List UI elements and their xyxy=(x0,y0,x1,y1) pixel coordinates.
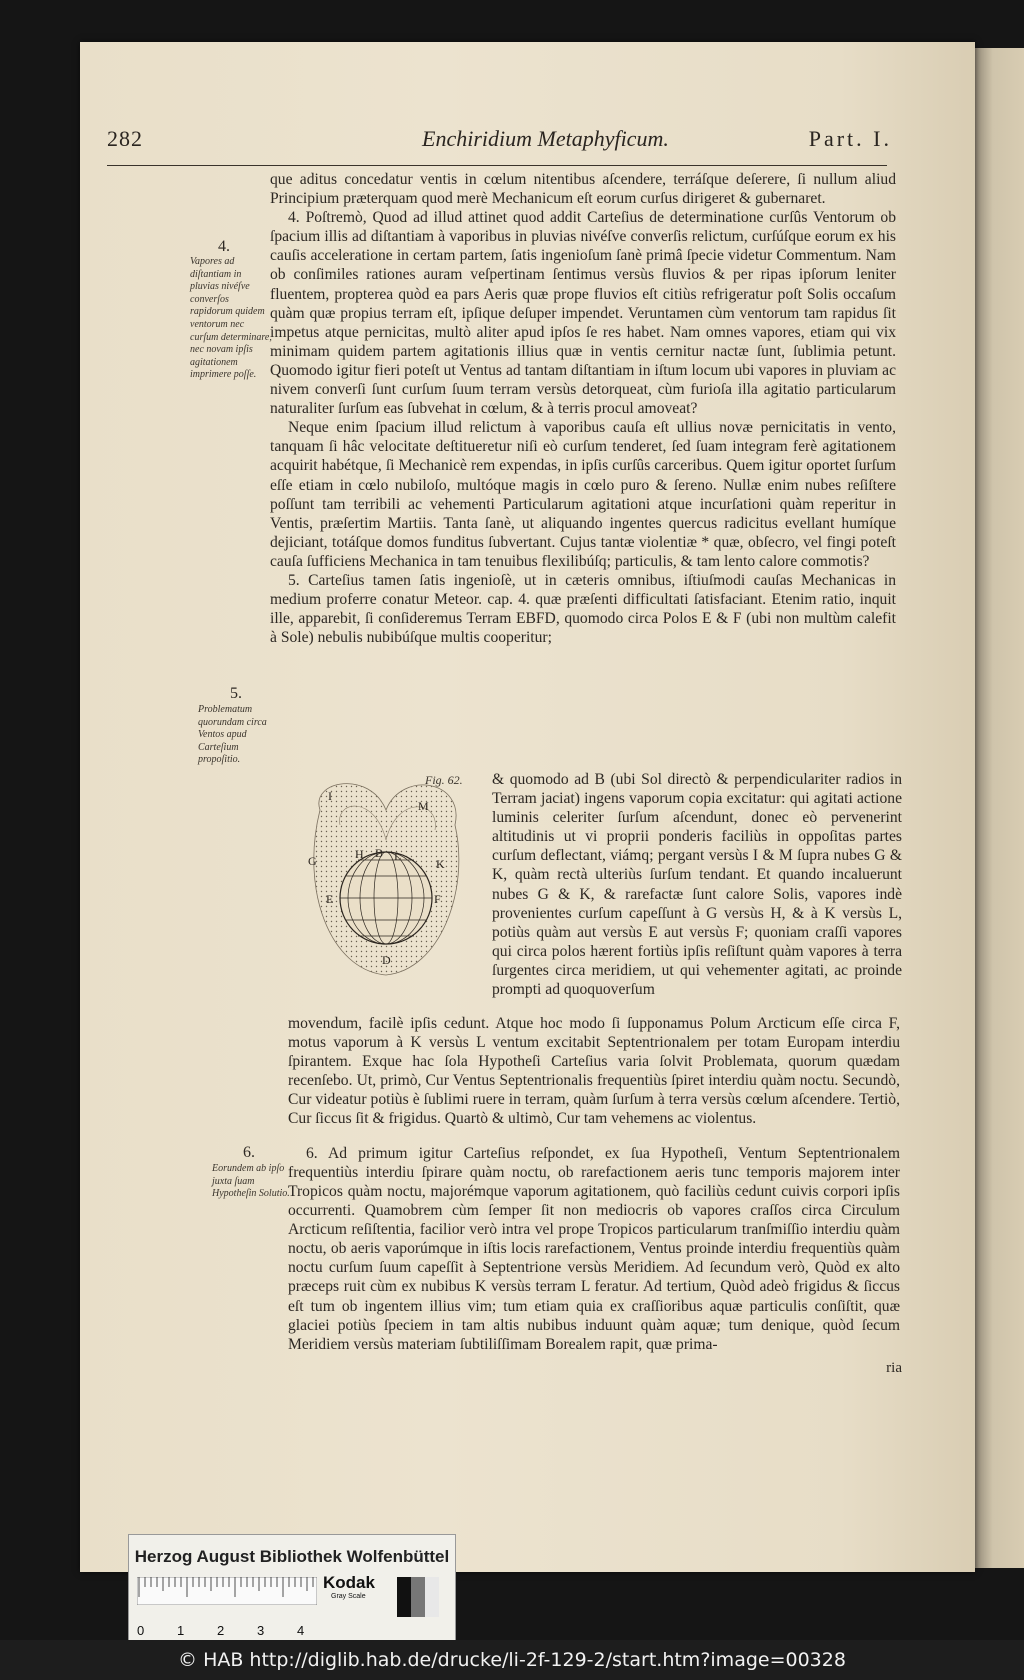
margin-number: 4. xyxy=(218,238,230,255)
paragraph: que aditus concedatur ventis in cœlum nitentibus aſcendere, terráſque deſerere, ſi nullum aliud Principium præterquam quod merè Mechanicum eſt eorum curſus dirigeret & gubernaret. xyxy=(270,171,896,208)
earth-vapour-figure xyxy=(300,770,472,980)
facing-page-edge xyxy=(972,48,1024,1568)
figure-letter: G xyxy=(308,854,317,868)
scale-number: 1 xyxy=(177,1623,185,1638)
swatch-white xyxy=(425,1577,439,1617)
catchword: ria xyxy=(886,1360,902,1376)
kodak-logo: Kodak xyxy=(323,1573,375,1592)
running-title: Enchiridium Metaphyficum. xyxy=(422,126,669,151)
margin-note: Problematum quorundam circa Ventos apud Carteſium propoſitio. xyxy=(198,704,267,766)
scale-number: 3 xyxy=(257,1623,265,1638)
figure-letter: I xyxy=(328,789,332,803)
part-label: Part. I. xyxy=(808,126,892,151)
paragraph: 5. Carteſius tamen ſatis ingenioſè, ut in cæteris omnibus, iſtiuſmodi cauſas Mechanicas in medium proferre conatur Meteor. cap. 4. quæ præſenti difficultati ſatisfaciant. Etenim ratio, inquit ille, apparebit, ſi conſideremus Terram EBFD, quomodo circa Polos E & F (ubi non multùm calefit à Sole) nebulis nubibúſque multis cooperitur; xyxy=(270,571,896,647)
scale-number: 2 xyxy=(217,1623,225,1638)
ruler-scale xyxy=(137,1577,317,1605)
figure-letter: F xyxy=(434,892,441,906)
figure-letter: B xyxy=(375,846,384,860)
scale-number: 0 xyxy=(137,1623,145,1638)
gray-scale-label: Gray Scale xyxy=(331,1593,366,1600)
figure-letter: E xyxy=(326,892,334,906)
library-name: Herzog August Bibliothek Wolfenbüttel xyxy=(134,1547,450,1566)
figure-letter: M xyxy=(418,799,429,813)
scale-number: 4 xyxy=(297,1623,305,1638)
swatch-black xyxy=(397,1577,411,1617)
header-rule xyxy=(107,165,887,166)
paragraph: Neque enim ſpacium illud relictum à vaporibus cauſa eſt ullius novæ pernicitatis in vento, tanquam ſi hâc velocitate deſtitueretur niſi eò curſum tenderet, ſed ſuam integram ferè agitationem acquirit habétque, ſi Mechanicè rem expendas, in ipſis curſûs carceribus. Quem igitur oportet ſurſum eſſe etiam in cœlo nubiloſo, multóque magis in cœlo puro & ſereno. Nullæ enim nubes reſiſtere poſſunt tam terribili ac vehementi Particularum agitationi atque incurſationi quàm reperitur in Ventis, præſertim Martiis. Tanta ſanè, ut aliquando ingentes quercus radicitus evellant humíque dejiciant, totáſque domos funditus ſubvertant. Cujus tantæ violentiæ * quæ, obſecro, vel fingi poteſt cauſa ſufficiens Mechanica in tam tenuibus flexilibúſq; particulis, & tam lento calore commotis? xyxy=(270,419,896,570)
figure-side-text: & quomodo ad B (ubi Sol directò & perpendiculariter radios in Terram jaciat) ingens vaporum copia excitatur: qui agitati actione luminis celeriter ſurſum aſcendunt, donec eò pervenerint altitudinis ut vi proprii ponderis faciliùs in oppoſitas partes curſum deflectant, viámq; pergant versùs I & M ſupra nubes G & K, quàm rectà ulteriùs ſurſum tendant. Et quando incaluerunt nubes G & K, & rarefactæ ſunt calore Solis, vapores indè provenientes curſum capeſſunt à G versùs H, & à K versùs L, potiùs quàm aut versùs E aut versùs F; quoniam craſſi vapores qui circa polos hærent fortiùs ipſis reſiſtunt quàm vapores à terra ſurgentes circa meridiem, ut qui vehementer agitati, ac proinde prompti ad quoquoverſum xyxy=(492,771,902,999)
margin-note: Vapores ad diſtantiam in pluvias nivéſve converſos rapidorum quidem ventorum nec curſum determinare, nec novam ipſis agitationem imprimere poſſe. xyxy=(190,256,272,381)
color-calibration-target xyxy=(128,1534,456,1640)
figure-letter: K xyxy=(436,857,445,871)
body-text-top xyxy=(270,170,896,647)
figure-letter: D xyxy=(382,953,391,967)
margin-note: Eorundem ab ipſo juxta ſuam Hypotheſin Solutio. xyxy=(212,1163,290,1200)
running-header xyxy=(107,118,892,154)
swatch-gray xyxy=(411,1577,425,1617)
copyright-footer: © HAB http://diglib.hab.de/drucke/li-2f-129-2/start.htm?image=00328 xyxy=(0,1640,1024,1680)
figure-letter: L xyxy=(394,849,402,863)
figure-label: Fig. 62. xyxy=(425,773,463,787)
figure-letter: H xyxy=(355,847,364,861)
body-text-lower xyxy=(288,998,900,1369)
paragraph: 4. Poſtremò, Quod ad illud attinet quod addit Carteſius de determinatione curſûs Ventorum ob ſpacium illis ad diſtantiam à vaporibus in pluvias nivéſve converſis relictum, curſúſque eorum ex his cauſis acceleratione in certam partem, ſatis ingenioſum ſanè primâ ſpecie videtur Commentum. Nam ob conſimiles rationes auram veſpertinam ſentimus versùs fluvios & per ripas ipſorum leniter fluentem, propterea quòd ea pars Aeris quæ prope fluvios eſt citiùs refrigeratur poſt Solis occaſum quàm quæ propius terram eſt, ipſique deſuper impendet. Veruntamen cùm ventorum tam rapidus ſit impetus atque pernicitas, multò aliter apud ipſos ſe res habet. Nam omnes vapores, etiam qui vix minimam quidem partem agitationis illius quæ in ventis cernitur nactæ ſunt, ſublimia petunt. Quomodo igitur fieri poteſt ut Ventus ad tantam diſtantiam in iſtum locum ubi vapores in pluviam ac nivem converſi ſunt curſum ſuum terram versùs detorqueat, cùm furioſa illa agitatio particularum naturaliter ſurſum eas ſubvehat in cœlum, & à terris procul amoveat? xyxy=(270,209,896,418)
paragraph: movendum, facilè ipſis cedunt. Atque hoc modo ſi ſupponamus Polum Arcticum eſſe circa F, motus vaporum à K versùs L ventum excitabit Septentrionalem per totam Europam interdiu ſpirantem. Exque hac ſola Hypotheſi Carteſius varia ſolvit Problemata, quorum quædam recenſebo. Ut, primò, Cur Ventus Septentrionalis frequentiùs ſpiret interdiu quàm noctu. Secundò, Cur videatur potiùs è ſublimi ruere in terram, quàm ſurſum à terra versùs cœlum aſcendere. Tertiò, Cur ſiccus ſit & frigidus. Quartò & ultimò, Cur tam vehemens ac violentus. xyxy=(288,1014,900,1128)
margin-number: 6. xyxy=(243,1144,255,1161)
margin-number: 5. xyxy=(230,685,242,702)
paragraph: 6. Ad primum igitur Carteſius reſpondet, ex ſua Hypotheſi, Ventum Septentrionalem frequentiùs interdiu ſpirare quàm noctu, ob rarefactionem aeris tunc temporis majorem inter Tropicos quàm noctu, majorémque vaporum agitationem, quò faciliùs cedunt cuivis corpori ipſis occurrenti. Quamobrem cùm ſemper ſit non mediocris ob vapores craſſos circa Circulum Arcticum reſiſtentia, facilior verò intra vel prope Tropicos particularum tranſmiſſio interdiu quàm noctu, ob aeris vaporúmque in iſtis locis rarefactionem, Ventus proinde interdiu frequentiùs quàm noctu curſum ſuum capeſſit à Septentrione versùs Meridiem. Ad ſecundum verò, Quòd ex alto præceps ruit cùm ex nubibus K versùs terram L feratur. Ad tertium, Quòd adeò frigidus & ſiccus eſt tum ob ingentem illius vim; tum etiam quia ex craſſioribus aquæ particulis conſiſtit, quæ glaciei potiùs ſpeciem in tam altis nubibus induunt quàm aquæ; tum denique, quòd ſecum Meridiem versùs materiam ſubtiliſſimam Borealem rapit, quæ prima- xyxy=(288,1144,900,1353)
page-number: 282 xyxy=(107,126,143,151)
